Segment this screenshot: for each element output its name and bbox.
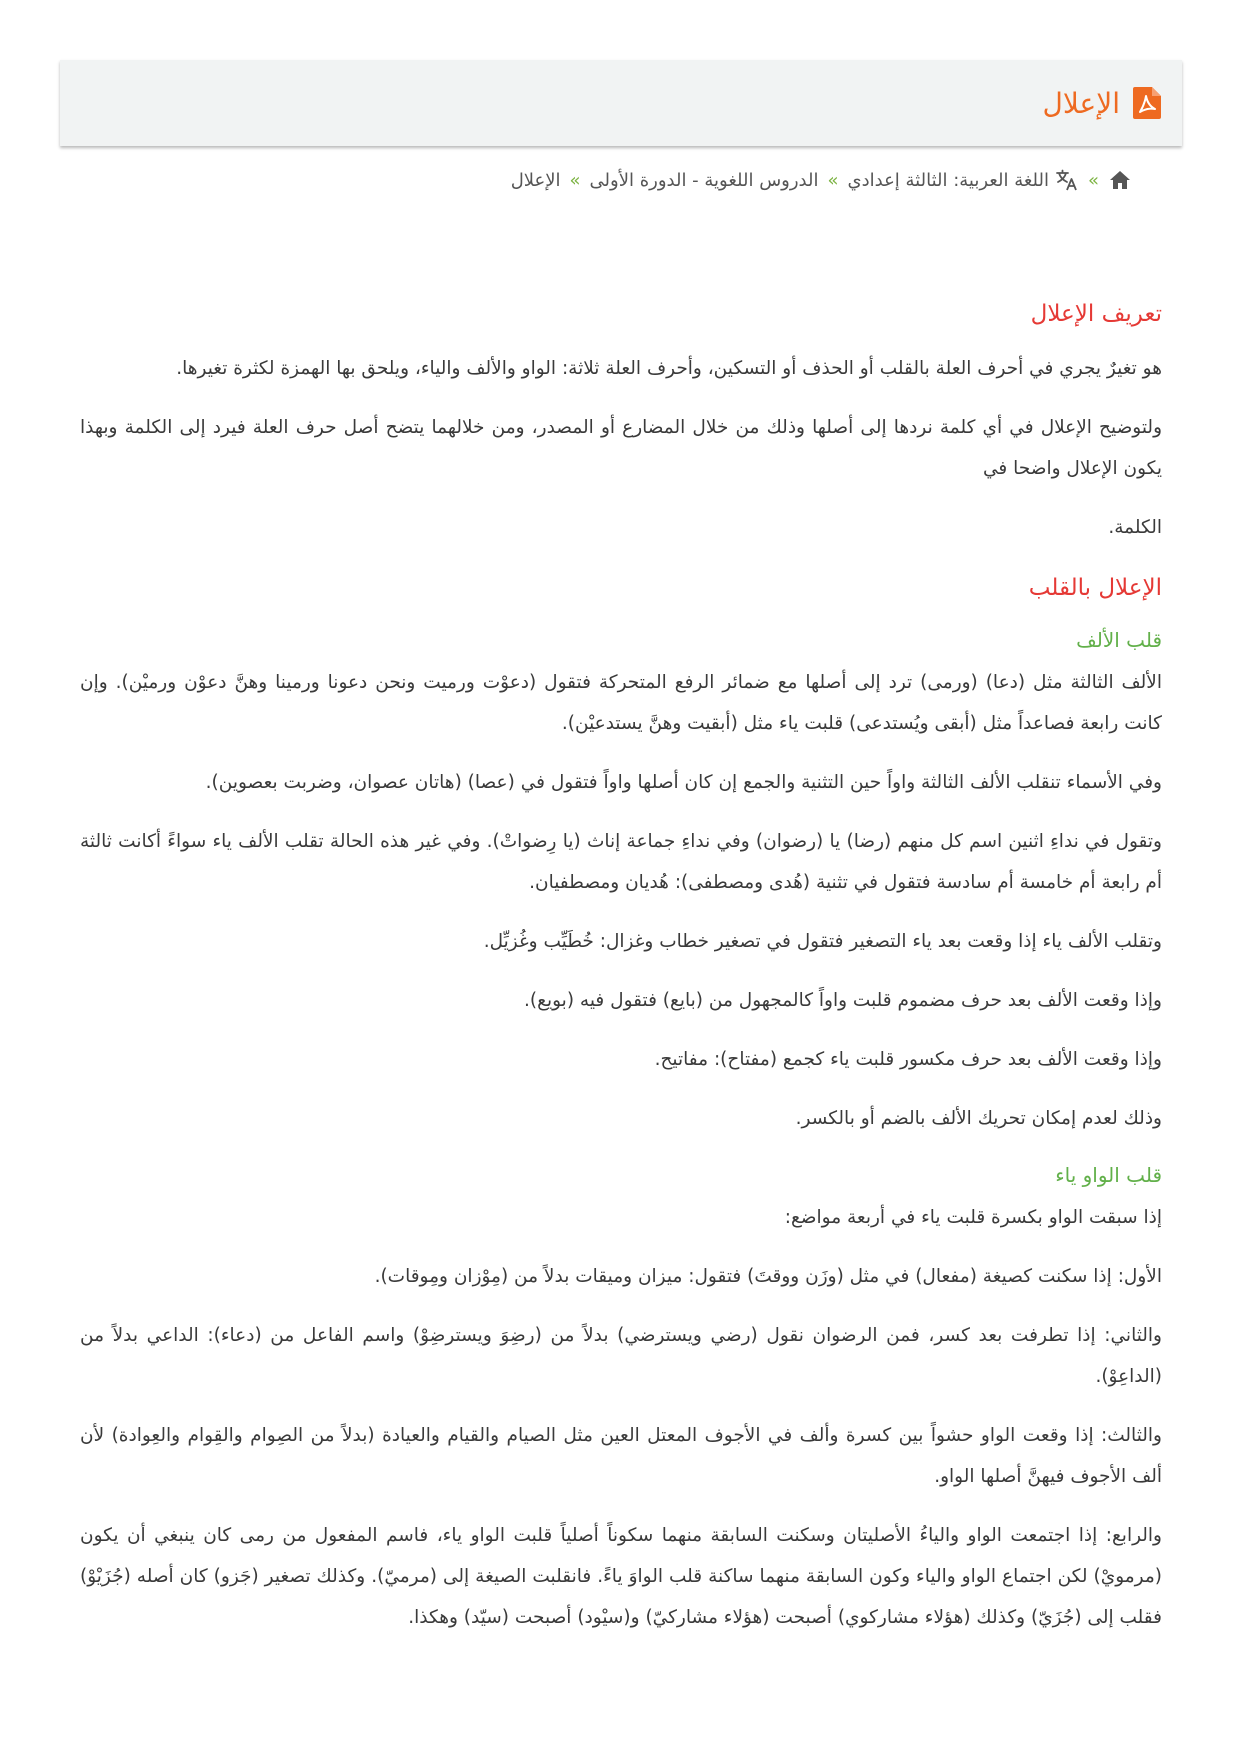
home-icon[interactable]	[1108, 168, 1132, 192]
paragraph: الأول: إذا سكنت كصيغة (مفعال) في مثل (وزَن ووقتَ) فتقول: ميزان وميقات بدلاً من (مِوْزان ومِوقات).	[374, 1266, 1162, 1287]
paragraph: والثالث: إذا وقعت الواو حشواً بين كسرة وألف في الأجوف المعتل العين مثل الصيام والقيام والعيادة (بدلاً من الصِوام والقِوام والعِوادة) لأن ألف الأجوف فيهنَّ أصلها الواو.	[80, 1425, 1162, 1487]
definition-heading: تعريف الإعلال	[1030, 301, 1162, 327]
alif-subheading: قلب الألف	[1076, 628, 1162, 652]
qalb-heading: الإعلال بالقلب	[1028, 575, 1162, 601]
article-content	[80, 292, 1162, 1656]
page-title: الإعلال	[1042, 86, 1120, 120]
waw-subheading: قلب الواو ياء	[1055, 1163, 1162, 1187]
paragraph: وإذا وقعت الألف بعد حرف مضموم قلبت واواً كالمجهول من (بايع) فتقول فيه (بويع).	[524, 990, 1162, 1011]
breadcrumb-separator: »	[827, 169, 839, 191]
paragraph: هو تغيرٌ يجري في أحرف العلة بالقلب أو الحذف أو التسكين، وأحرف العلة ثلاثة: الواو والألف والياء، ويلحق بها الهمزة لكثرة تغيرها.	[176, 358, 1162, 379]
title-bar	[60, 60, 1182, 146]
pdf-file-icon[interactable]	[1132, 86, 1162, 120]
paragraph: وإذا وقعت الألف بعد حرف مكسور قلبت ياء كجمع (مفتاح): مفاتيح.	[654, 1049, 1162, 1070]
paragraph: والرابع: إذا اجتمعت الواو والياءُ الأصليتان وسكنت السابقة منهما سكوناً أصلياً قلبت الواو ياء، فاسم المفعول من رمى كان ينبغي أن يكون (مرمويْ) لكن اجتماع الواو والياء وكون السابقة منهما ساكنة قلب الواوَ ياءً. فانقلبت الصيغة إلى (مرميّ). وكذلك تصغير (جَزو) كان أصله (جُزَيْوْ) فقلب إلى (جُزَيّ) وكذلك (هؤلاء مشاركوي) أصبحت (هؤلاء مشاركيّ) و(سيْود) أصبحت (سيّد) وهكذا.	[80, 1525, 1162, 1628]
paragraph: ولتوضيح الإعلال في أي كلمة نردها إلى أصلها وذلك من خلال المضارع أو المصدر، ومن خلالهما يتضح أصل حرف العلة فيرد إلى الكلمة وبهذا يكون الإعلال واضحا في	[80, 417, 1162, 479]
paragraph: إذا سبقت الواو بكسرة قلبت ياء في أربعة مواضع:	[784, 1207, 1162, 1228]
paragraph: الكلمة.	[1108, 517, 1162, 538]
breadcrumb-separator: »	[569, 169, 581, 191]
paragraph: وتقلب الألف ياء إذا وقعت بعد ياء التصغير فتقول في تصغير خطاب وغزال: خُطَيِّب وغُزيِّل.	[483, 931, 1162, 952]
paragraph: وذلك لعدم إمكان تحريك الألف بالضم أو بالكسر.	[795, 1108, 1162, 1129]
breadcrumb-item-current: الإعلال	[510, 169, 561, 191]
breadcrumb-separator: »	[1087, 169, 1099, 191]
paragraph: الألف الثالثة مثل (دعا) (ورمى) ترد إلى أصلها مع ضمائر الرفع المتحركة فتقول (دعوْت ورميت ونحن دعونا ورمينا وهنَّ دعوْن ورميْن). وإن كانت رابعة فصاعداً مثل (أبقى ويُستدعى) قلبت ياء مثل (أبقيت وهنَّ يستدعيْن).	[80, 672, 1162, 734]
translate-icon	[1055, 168, 1079, 192]
paragraph: والثاني: إذا تطرفت بعد كسر، فمن الرضوان نقول (رضي ويسترضي) بدلاً من (رضِوَ ويسترضِوْ) واسم الفاعل من (دعاء): الداعي بدلاً من (الداعِوْ).	[80, 1325, 1162, 1387]
breadcrumb-item-lessons[interactable]: الدروس اللغوية - الدورة الأولى	[589, 169, 819, 191]
paragraph: وتقول في نداءِ اثنين اسم كل منهم (رضا) يا (رضوان) وفي نداءِ جماعة إناث (يا رِضواتْ). وفي غير هذه الحالة تقلب الألف ياء سواءً أكانت ثالثة أم رابعة أم خامسة أم سادسة فتقول في تثنية (هُدى ومصطفى): هُديان ومصطفيان.	[80, 831, 1162, 893]
breadcrumb-item-subject[interactable]: اللغة العربية: الثالثة إعدادي	[847, 169, 1049, 191]
paragraph: وفي الأسماء تنقلب الألف الثالثة واواً حين التثنية والجمع إن كان أصلها واواً فتقول في (عصا) (هاتان عصوان، وضربت بعصوين).	[205, 772, 1162, 793]
breadcrumb	[60, 168, 1132, 192]
